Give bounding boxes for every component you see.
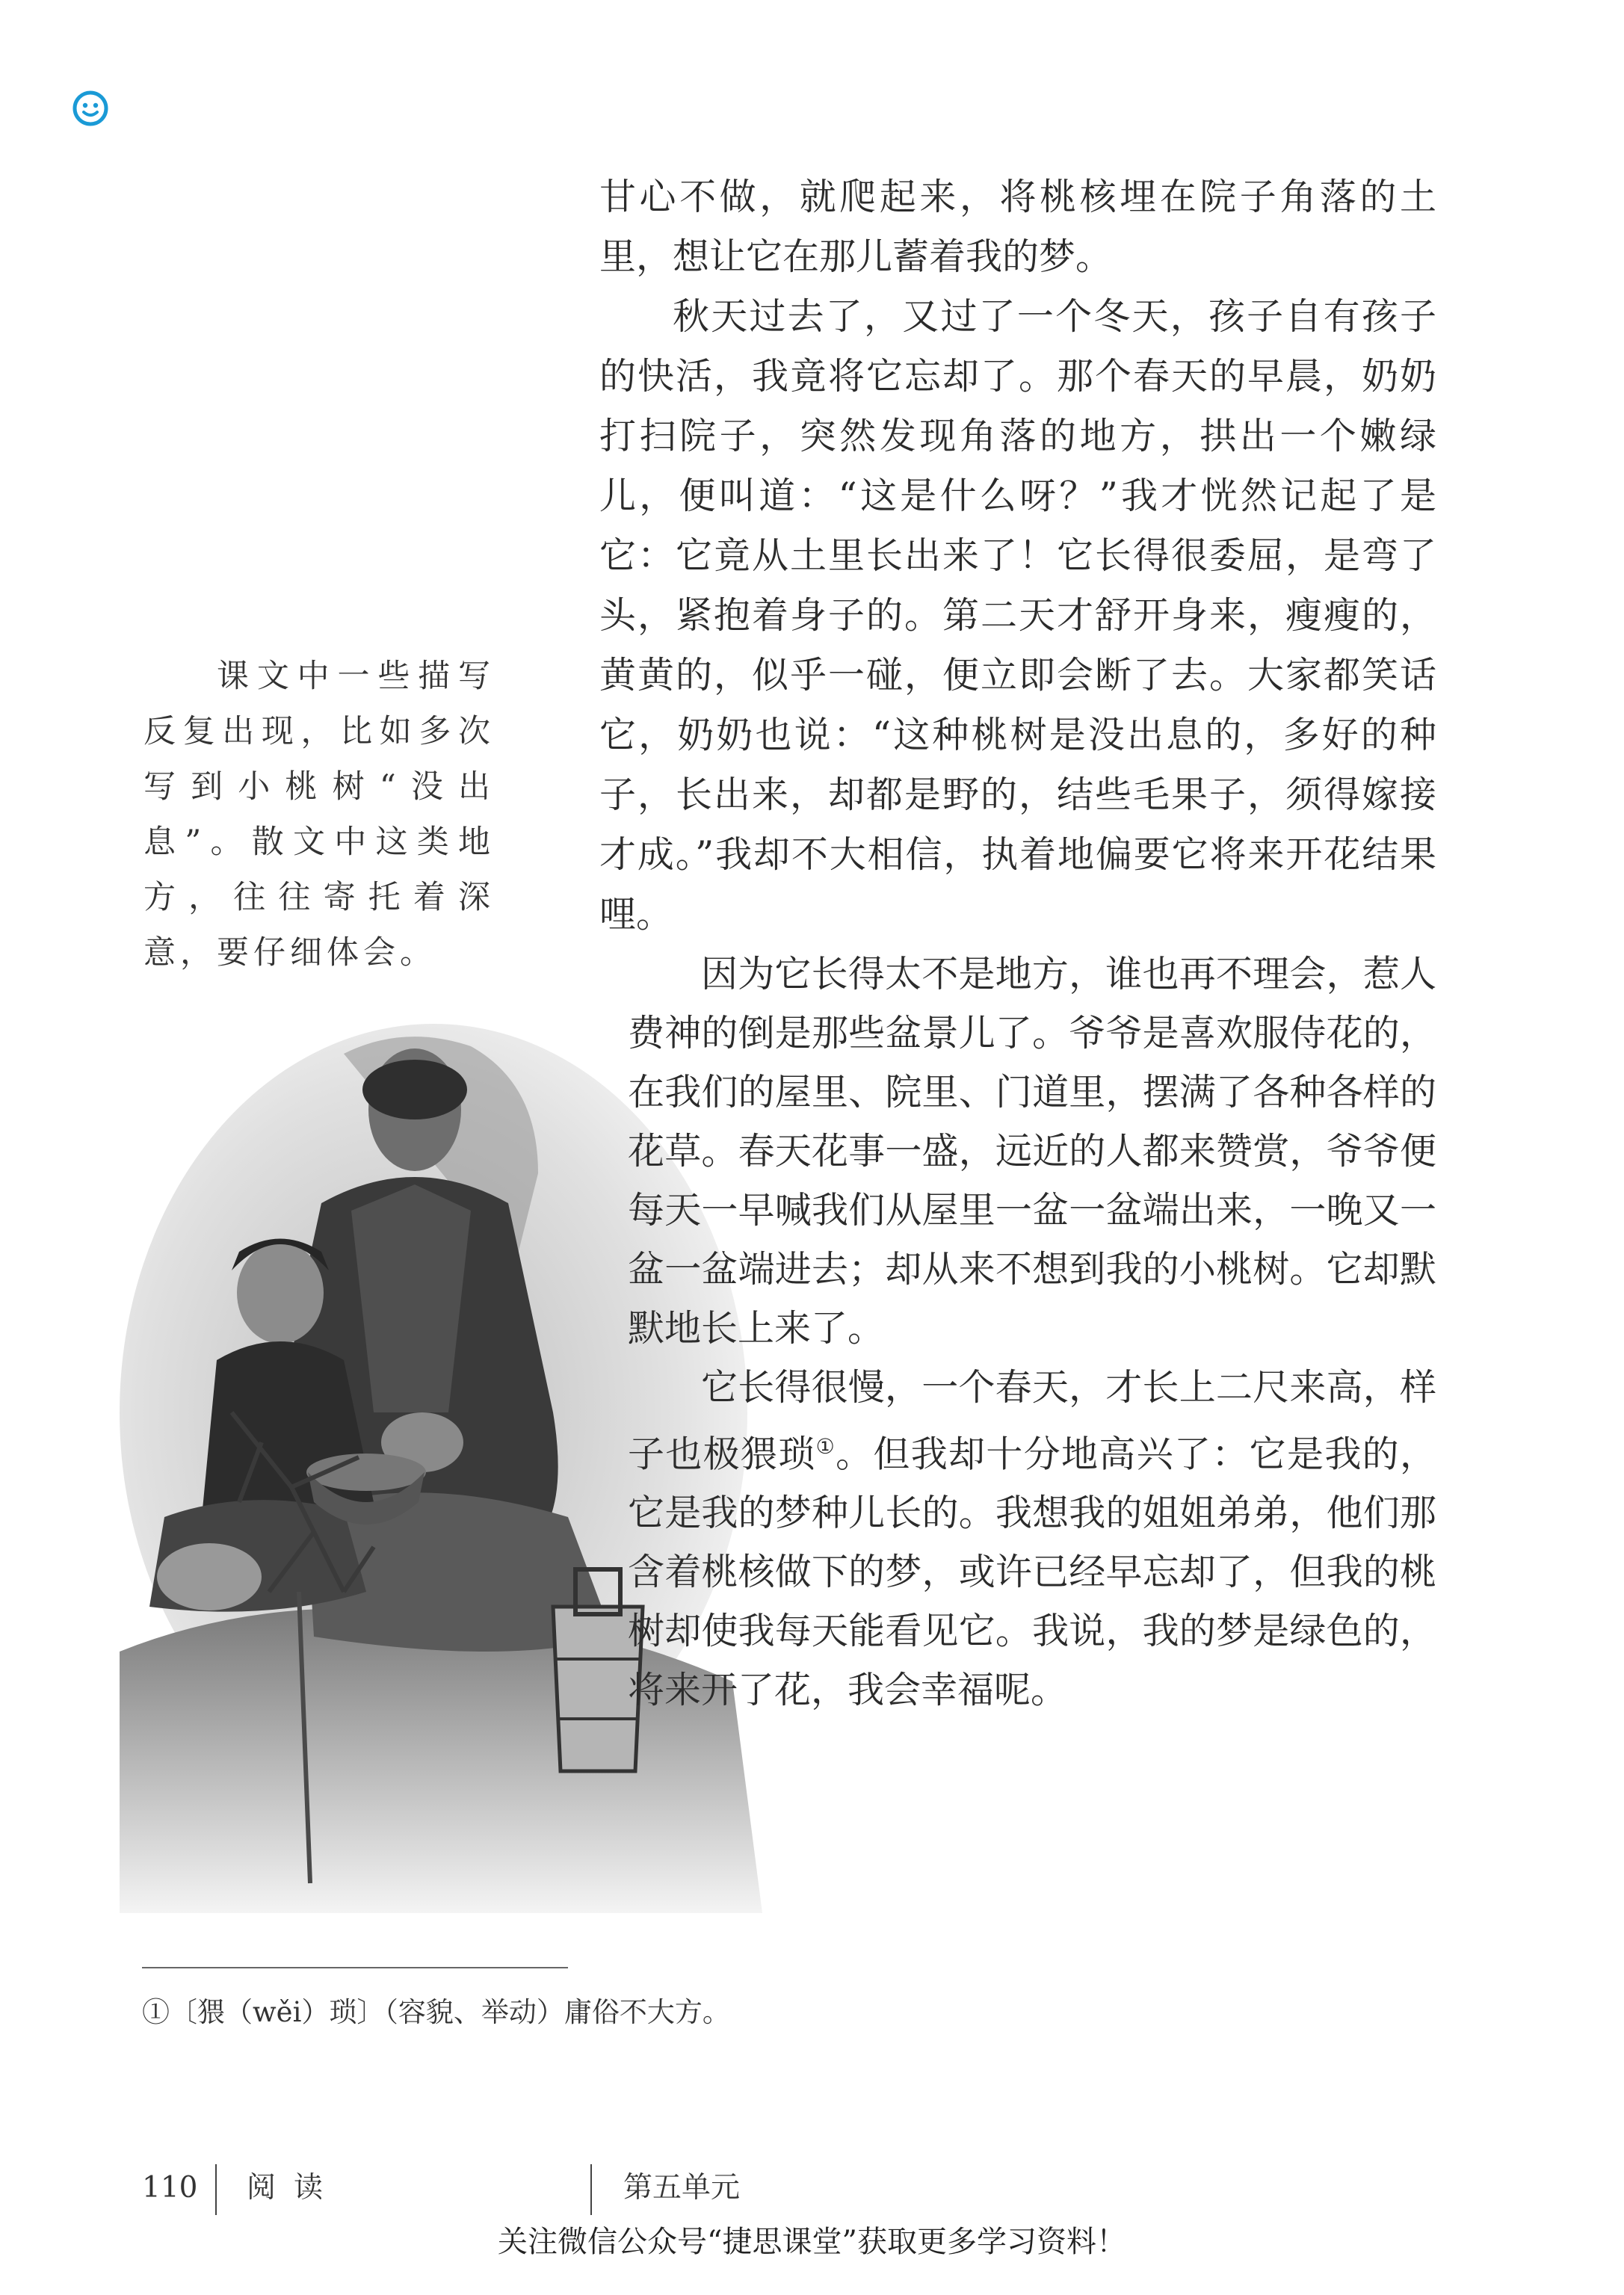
paragraph-autumn: 秋天过去了，又过了一个冬天，孩子自有孩子的快活，我竟将它忘却了。那个春天的早晨，奶奶打扫院子，突然发现角落的地方，拱出一个嫩绿儿，便叫道：“这是什么呀？”我才恍然记起了是它：它竟从土里长出来了！它长得很委屈，是弯了头，紧抱着身子的。第二天才舒开身来，瘦瘦的，黄黄的，似乎一碰，便立即会断了去。大家都笑话它，奶奶也说：“这种桃树是没出息的，多好的种子，长出来，却都是野的，结些毛果子，须得嫁接才成。”我却不大相信，执着地偏要它将来开花结果哩。 [599, 295, 1436, 936]
footnote-marker: ① [815, 1434, 836, 1459]
promo-line: 关注微信公众号“捷思课堂”获取更多学习资料！ [498, 2225, 1126, 2259]
paragraph-continued: 甘心不做，就爬起来，将桃核埋在院子角落的土里，想让它在那儿蓄着我的梦。 [599, 176, 1436, 278]
page-number: 110 [142, 2171, 198, 2205]
last-paragraph-end: 。但我却十分地高兴了：它是我的，它是我的梦种儿长的。我想我的姐姐弟弟，他们那含着桃核做下的梦，或许已经早忘却了，但我的桃树却使我每天能看见它。我说，我的梦是绿色的，将来开了花，我会幸福呢。 [628, 1433, 1436, 1712]
last-paragraph-start: 它长得很慢，一个春天，才长上二尺来高，样子也极猥琐 [628, 1366, 1436, 1476]
main-text-column [599, 167, 1436, 945]
footer-divider [215, 2164, 217, 2215]
paragraph-slow-growth [628, 1358, 1436, 1720]
footnote: ①〔猥（wěi）琐〕（容貌、举动）庸俗不大方。 [142, 1996, 730, 2028]
margin-reading-note [143, 649, 495, 980]
footnote-divider [142, 1967, 568, 1968]
side-text-column [628, 945, 1436, 1720]
footer-section: 阅读 [247, 2171, 342, 2205]
smiley-face-icon [72, 90, 109, 127]
paragraph-grandfather: 因为它长得太不是地方，谁也再不理会，惹人费神的倒是那些盆景儿了。爷爷是喜欢服侍花的，在我们的屋里、院里、门道里，摆满了各种各样的花草。春天花事一盛，远近的人都来赞赏，爷爷便每天一早喊我们从屋里一盆一盆端出来，一晚又一盆一盆端进去；却从来不想到我的小桃树。它却默默地长上来了。 [628, 953, 1436, 1350]
margin-note-text: 课文中一些描写反复出现，比如多次写到小桃树“没出息”。散文中这类地方，往往寄托着深意，要仔细体会。 [143, 658, 495, 972]
footer-divider [590, 2164, 592, 2215]
footer-unit: 第五单元 [623, 2171, 741, 2205]
